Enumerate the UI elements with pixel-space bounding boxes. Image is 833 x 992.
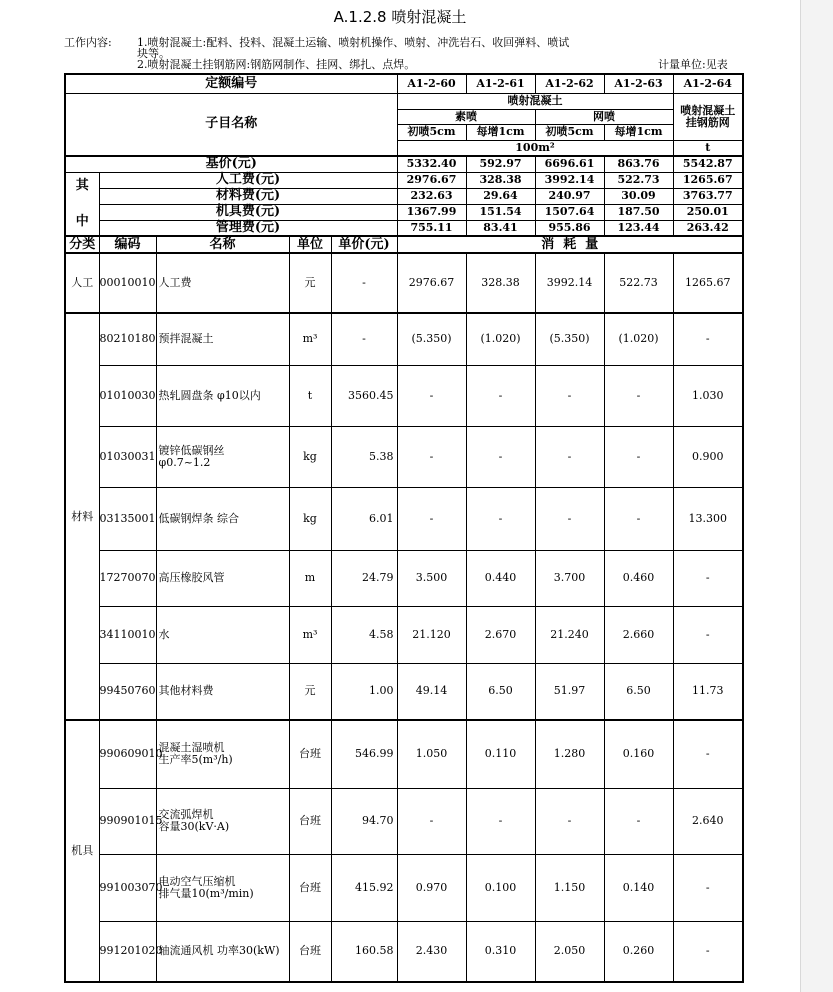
unit-label: 100m² <box>397 140 673 156</box>
resource-code: 03135001 <box>99 487 156 550</box>
consumption-value: - <box>535 487 604 550</box>
consumption-value: - <box>673 606 743 663</box>
column-header-consumption: 消 耗 量 <box>397 236 743 253</box>
resource-unit: 台班 <box>289 921 331 982</box>
fee-value: 1507.64 <box>535 204 604 220</box>
unit-price: 24.79 <box>331 550 397 606</box>
unit-price: 94.70 <box>331 788 397 854</box>
group-label: 喷射混凝土 <box>397 93 673 109</box>
consumption-value: - <box>397 365 466 426</box>
item-name-label: 子目名称 <box>65 93 397 156</box>
resource-unit: m³ <box>289 606 331 663</box>
resource-unit: 台班 <box>289 720 331 788</box>
consumption-value: 51.97 <box>535 663 604 720</box>
fee-value: 3992.14 <box>535 172 604 188</box>
consumption-value: 522.73 <box>604 253 673 313</box>
table-row <box>65 788 743 854</box>
qizhong-char: 中 <box>75 213 89 229</box>
work-content-label: 工作内容: <box>64 36 112 49</box>
unit-price: 5.38 <box>331 426 397 487</box>
consumption-value: 1.280 <box>535 720 604 788</box>
consumption-value: - <box>604 426 673 487</box>
sub-column-label: 每增1cm <box>604 124 673 140</box>
column-header-code: 编码 <box>99 236 156 253</box>
consumption-value: 0.310 <box>466 921 535 982</box>
category-cell: 机具 <box>65 720 99 982</box>
resource-name: 低碳钢焊条 综合 <box>156 487 289 550</box>
resource-unit: kg <box>289 426 331 487</box>
table-row <box>65 720 743 788</box>
table-row <box>65 365 743 426</box>
quota-code: A1-2-63 <box>604 74 673 93</box>
fee-value: 123.44 <box>604 220 673 236</box>
consumption-value: 1.030 <box>673 365 743 426</box>
resource-unit: 元 <box>289 253 331 313</box>
consumption-value: 1265.67 <box>673 253 743 313</box>
table-row <box>65 550 743 606</box>
unit-price: 1.00 <box>331 663 397 720</box>
table-row <box>65 854 743 921</box>
fee-value: 328.38 <box>466 172 535 188</box>
consumption-value: 328.38 <box>466 253 535 313</box>
consumption-value: 11.73 <box>673 663 743 720</box>
unit-price: 4.58 <box>331 606 397 663</box>
resource-unit: 台班 <box>289 788 331 854</box>
fee-value: 232.63 <box>397 188 466 204</box>
work-content-line-1: 1.喷射混凝土:配料、投料、混凝土运输、喷射机操作、喷射、冲洗岩石、收回弹料、喷试 <box>137 36 570 49</box>
fee-value: 1265.67 <box>673 172 743 188</box>
quota-code-label: 定额编号 <box>65 74 397 93</box>
quota-code: A1-2-60 <box>397 74 466 93</box>
consumption-value: 0.160 <box>604 720 673 788</box>
consumption-value: (1.020) <box>466 313 535 365</box>
consumption-value: 13.300 <box>673 487 743 550</box>
qizhong-label <box>65 172 99 236</box>
quota-table <box>64 73 744 983</box>
consumption-value: 2.430 <box>397 921 466 982</box>
consumption-value: 0.110 <box>466 720 535 788</box>
resource-code: 17270070 <box>99 550 156 606</box>
fee-value: 955.86 <box>535 220 604 236</box>
unit-price: - <box>331 253 397 313</box>
fee-value: 151.54 <box>466 204 535 220</box>
consumption-value: 2976.67 <box>397 253 466 313</box>
consumption-value: 1.150 <box>535 854 604 921</box>
resource-code: 01030031 <box>99 426 156 487</box>
consumption-value: - <box>397 487 466 550</box>
consumption-value: - <box>535 426 604 487</box>
consumption-value: 0.460 <box>604 550 673 606</box>
table-row <box>65 606 743 663</box>
sub-column-label: 每增1cm <box>466 124 535 140</box>
consumption-value: 49.14 <box>397 663 466 720</box>
resource-name: 预拌混凝土 <box>156 313 289 365</box>
consumption-value: (5.350) <box>397 313 466 365</box>
fee-label: 人工费(元) <box>99 172 397 188</box>
consumption-value: - <box>535 365 604 426</box>
base-price-label: 基价(元) <box>65 156 397 172</box>
base-price-value: 5332.40 <box>397 156 466 172</box>
consumption-value: 3.500 <box>397 550 466 606</box>
consumption-value: - <box>604 365 673 426</box>
fee-value: 83.41 <box>466 220 535 236</box>
fee-label: 机具费(元) <box>99 204 397 220</box>
consumption-value: 2.050 <box>535 921 604 982</box>
consumption-value: - <box>397 426 466 487</box>
table-row <box>65 426 743 487</box>
resource-unit: kg <box>289 487 331 550</box>
base-price-value: 863.76 <box>604 156 673 172</box>
table-row <box>65 921 743 982</box>
consumption-value: (5.350) <box>535 313 604 365</box>
consumption-value: 6.50 <box>604 663 673 720</box>
resource-name: 其他材料费 <box>156 663 289 720</box>
resource-code: 991201020 <box>99 921 156 982</box>
fee-value: 522.73 <box>604 172 673 188</box>
resource-unit: 元 <box>289 663 331 720</box>
table-row <box>65 487 743 550</box>
fee-value: 1367.99 <box>397 204 466 220</box>
consumption-value: 0.140 <box>604 854 673 921</box>
resource-code: 00010010 <box>99 253 156 313</box>
plain-spray-label: 素喷 <box>397 109 535 124</box>
unit-price: 6.01 <box>331 487 397 550</box>
table-row <box>65 663 743 720</box>
unit-price: - <box>331 313 397 365</box>
consumption-value: 0.970 <box>397 854 466 921</box>
column-header-price: 单价(元) <box>331 236 397 253</box>
resource-name: 水 <box>156 606 289 663</box>
resource-code: 80210180 <box>99 313 156 365</box>
resource-code: 01010030 <box>99 365 156 426</box>
base-price-value: 5542.87 <box>673 156 743 172</box>
consumption-value: - <box>673 854 743 921</box>
work-content-line-3: 2.喷射混凝土挂钢筋网:钢筋网制作、挂网、绑扎、点焊。 <box>137 58 416 71</box>
mesh-spray-label: 网喷 <box>535 109 673 124</box>
resource-name: 轴流通风机 功率30(kW) <box>156 921 289 982</box>
unit-label: t <box>673 140 743 156</box>
resource-name: 混凝土湿喷机 生产率5(m³/h) <box>156 720 289 788</box>
consumption-value: - <box>673 921 743 982</box>
resource-name: 高压橡胶风管 <box>156 550 289 606</box>
consumption-value: - <box>604 788 673 854</box>
resource-unit: m <box>289 550 331 606</box>
unit-price: 546.99 <box>331 720 397 788</box>
unit-price: 160.58 <box>331 921 397 982</box>
category-cell: 人工 <box>65 253 99 313</box>
consumption-value: 3.700 <box>535 550 604 606</box>
resource-name: 人工费 <box>156 253 289 313</box>
fee-value: 263.42 <box>673 220 743 236</box>
consumption-value: - <box>673 313 743 365</box>
resource-code: 99450760 <box>99 663 156 720</box>
consumption-value: - <box>466 365 535 426</box>
steel-mesh-label: 喷射混凝土 挂钢筋网 <box>673 93 743 140</box>
fee-value: 30.09 <box>604 188 673 204</box>
resource-name: 热轧圆盘条 φ10以内 <box>156 365 289 426</box>
column-header-unit: 单位 <box>289 236 331 253</box>
resource-name: 电动空气压缩机 排气量10(m³/min) <box>156 854 289 921</box>
consumption-value: 2.670 <box>466 606 535 663</box>
consumption-value: - <box>673 720 743 788</box>
resource-code: 990901015 <box>99 788 156 854</box>
consumption-value: 6.50 <box>466 663 535 720</box>
resource-code: 990609010 <box>99 720 156 788</box>
consumption-value: 0.260 <box>604 921 673 982</box>
fee-value: 187.50 <box>604 204 673 220</box>
column-header-name: 名称 <box>156 236 289 253</box>
resource-name: 交流弧焊机 容量30(kV·A) <box>156 788 289 854</box>
consumption-value: 0.900 <box>673 426 743 487</box>
resource-unit: 台班 <box>289 854 331 921</box>
table-row <box>65 253 743 313</box>
resource-code: 34110010 <box>99 606 156 663</box>
consumption-value: 0.440 <box>466 550 535 606</box>
base-price-value: 6696.61 <box>535 156 604 172</box>
consumption-value: (1.020) <box>604 313 673 365</box>
unit-price: 415.92 <box>331 854 397 921</box>
fee-value: 3763.77 <box>673 188 743 204</box>
table-row <box>65 313 743 365</box>
quota-code: A1-2-61 <box>466 74 535 93</box>
consumption-value: 21.120 <box>397 606 466 663</box>
consumption-value: - <box>397 788 466 854</box>
resource-unit: t <box>289 365 331 426</box>
fee-value: 29.64 <box>466 188 535 204</box>
consumption-value: 0.100 <box>466 854 535 921</box>
quota-code: A1-2-62 <box>535 74 604 93</box>
category-cell: 材料 <box>65 313 99 720</box>
work-content-line-2: 块等。 <box>137 47 170 60</box>
consumption-value: 2.640 <box>673 788 743 854</box>
base-price-value: 592.97 <box>466 156 535 172</box>
resource-name: 镀锌低碳钢丝 φ0.7~1.2 <box>156 426 289 487</box>
consumption-value: - <box>673 550 743 606</box>
consumption-value: - <box>604 487 673 550</box>
qizhong-char: 其 <box>75 177 89 193</box>
consumption-value: - <box>466 487 535 550</box>
column-header-category: 分类 <box>65 236 99 253</box>
resource-unit: m³ <box>289 313 331 365</box>
scrollbar-track[interactable] <box>801 0 833 992</box>
quota-code: A1-2-64 <box>673 74 743 93</box>
consumption-value: - <box>535 788 604 854</box>
resource-code: 991003070 <box>99 854 156 921</box>
consumption-value: - <box>466 426 535 487</box>
fee-label: 管理费(元) <box>99 220 397 236</box>
consumption-value: 2.660 <box>604 606 673 663</box>
fee-value: 2976.67 <box>397 172 466 188</box>
unit-price: 3560.45 <box>331 365 397 426</box>
page-title: A.1.2.8 喷射混凝土 <box>333 8 467 26</box>
sub-column-label: 初喷5cm <box>535 124 604 140</box>
fee-label: 材料费(元) <box>99 188 397 204</box>
fee-value: 755.11 <box>397 220 466 236</box>
consumption-value: 21.240 <box>535 606 604 663</box>
measure-unit-note: 计量单位:见表 <box>658 58 728 71</box>
consumption-value: - <box>466 788 535 854</box>
fee-value: 240.97 <box>535 188 604 204</box>
sub-column-label: 初喷5cm <box>397 124 466 140</box>
fee-value: 250.01 <box>673 204 743 220</box>
consumption-value: 1.050 <box>397 720 466 788</box>
consumption-value: 3992.14 <box>535 253 604 313</box>
